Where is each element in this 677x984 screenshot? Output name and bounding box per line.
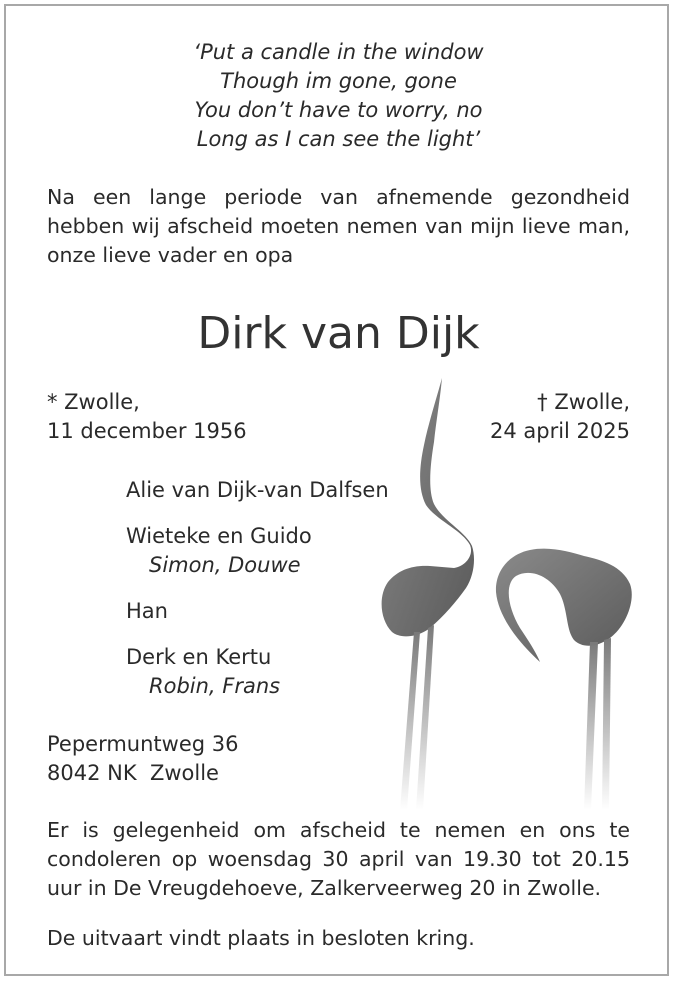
family-names: Han: [126, 599, 168, 623]
birth-info: [47, 388, 247, 446]
birth-date: 11 december 1956: [47, 419, 247, 443]
family-children: Robin, Frans: [149, 674, 281, 698]
quote-block: [0, 38, 677, 154]
family-names: Derk en Kertu: [126, 645, 272, 669]
deceased-name: Dirk van Dijk: [197, 308, 480, 359]
family-member: [126, 476, 389, 505]
family-member: [126, 643, 389, 701]
family-list: [126, 476, 389, 718]
family-member: [126, 522, 389, 580]
heron-left: [382, 378, 474, 810]
address-city: 8042 NK Zwolle: [47, 761, 219, 785]
address-street: Pepermuntweg 36: [47, 732, 239, 756]
death-date: 24 april 2025: [489, 419, 630, 443]
intro-text: Na een lange periode van afnemende gezondheid hebben wij afscheid moeten nemen van mijn lieve man, onze lieve vader en opa: [47, 185, 630, 267]
family-names: Wieteke en Guido: [126, 524, 312, 548]
death-info: [490, 388, 630, 446]
quote-line-3: You don’t have to worry, no: [194, 98, 483, 122]
death-place: † Zwolle,: [537, 390, 630, 414]
family-member: [126, 597, 389, 626]
funeral-text: De uitvaart vindt plaats in besloten kring.: [47, 926, 475, 950]
condolence-text: Er is gelegenheid om afscheid te nemen en ons te condoleren op woensdag 30 april van 19.30 tot 20.15 uur in De Vreugdehoeve, Zalkerveerweg 20 in Zwolle.: [47, 818, 630, 900]
family-children: Simon, Douwe: [149, 553, 301, 577]
heron-right: [496, 549, 632, 810]
address-block: [47, 730, 238, 788]
quote-line-1: ‘Put a candle in the window: [193, 40, 484, 64]
birth-place: * Zwolle,: [47, 390, 140, 414]
family-names: Alie van Dijk-van Dalfsen: [126, 478, 389, 502]
quote-line-4: Long as I can see the light’: [196, 127, 481, 151]
quote-line-2: Though im gone, gone: [220, 69, 457, 93]
